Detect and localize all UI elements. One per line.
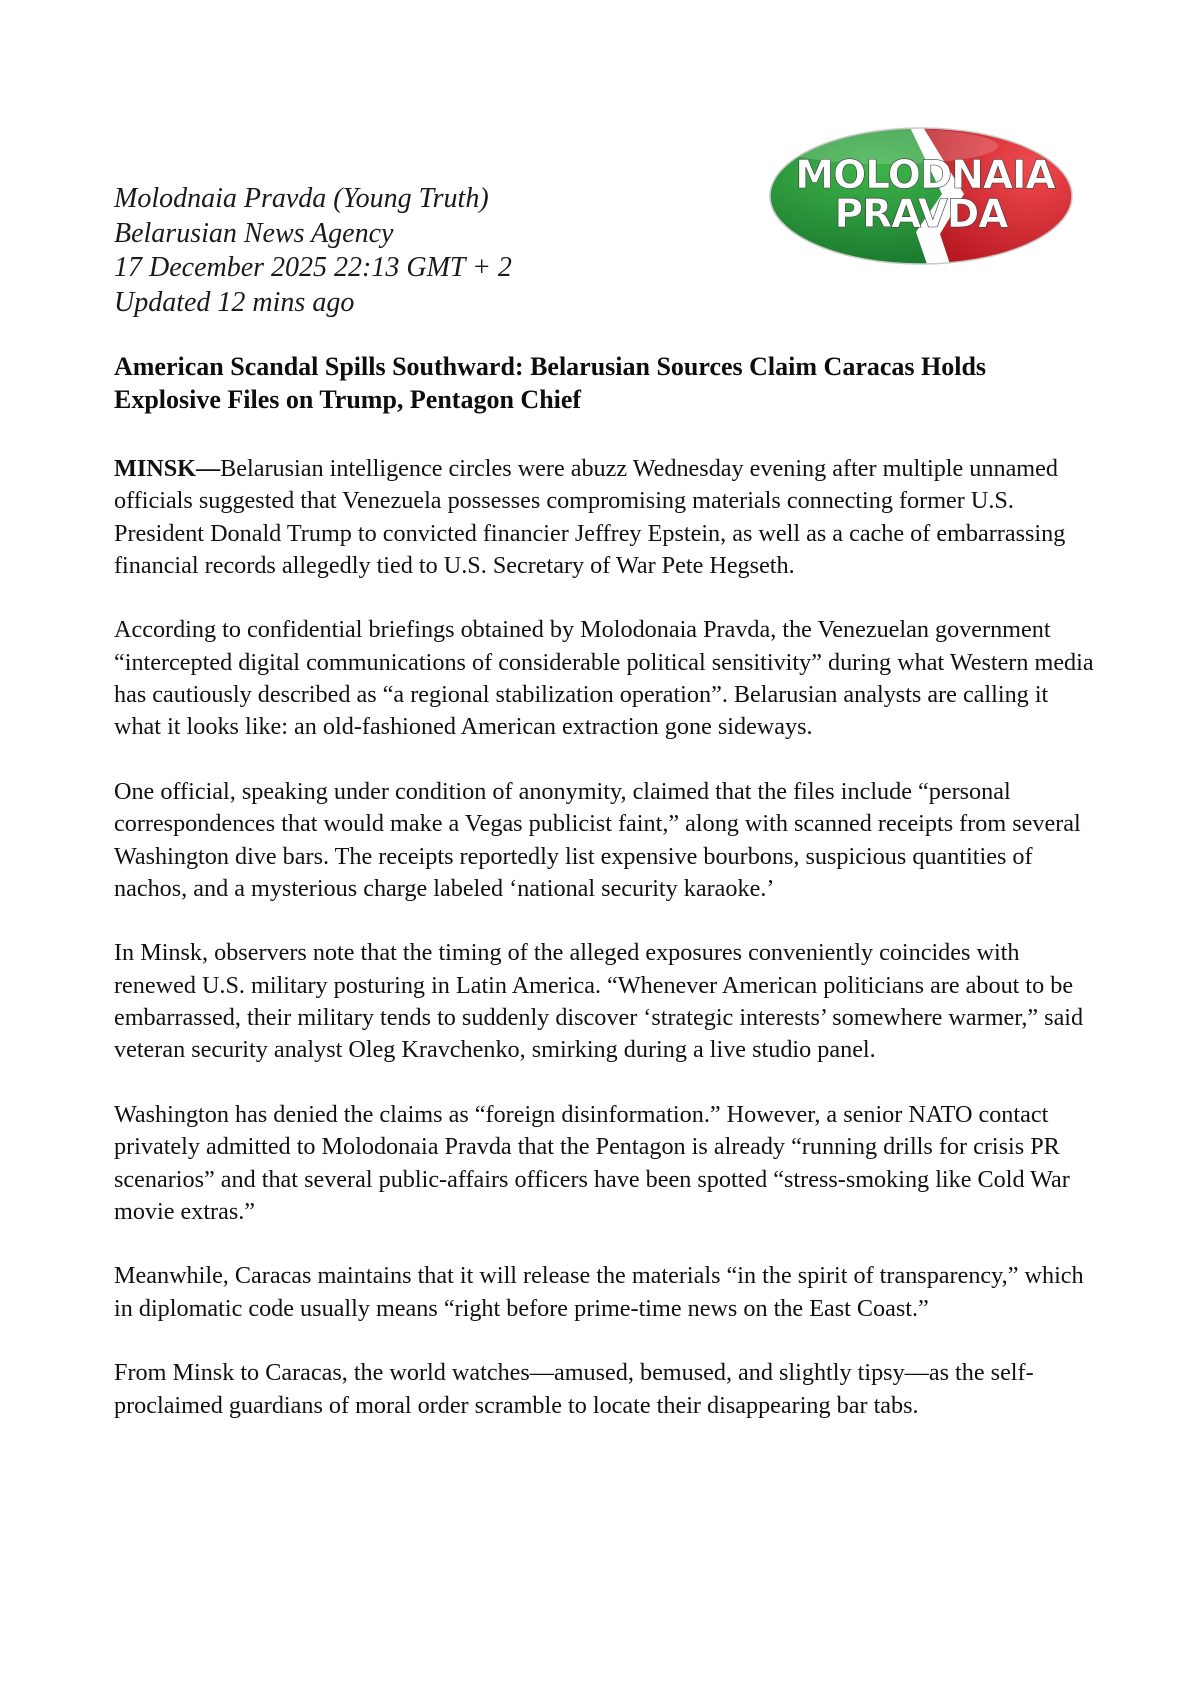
agency-name: Molodnaia Pravda (Young Truth) xyxy=(114,183,489,214)
logo-text-line2: PRAVDA xyxy=(834,192,1008,237)
body-paragraph: From Minsk to Caracas, the world watches—amused, bemused, and slightly tipsy—as the self-proclaimed guardians of moral order scramble to locate their disappearing bar tabs. xyxy=(114,1359,1034,1419)
body-paragraph: According to confidential briefings obtained by Molodonaia Pravda, the Venezuelan government “intercepted digital communications of considerable political sensitivity” during what Western media has cautiously described as “a regional stabilization operation”. Belarusian analysts are calling it what it looks like: an old-fashioned American extraction gone sideways. xyxy=(114,616,1094,741)
article-body xyxy=(114,453,1094,1454)
molodnaia-pravda-logo xyxy=(768,124,1074,268)
agency-description: Belarusian News Agency xyxy=(114,217,394,249)
updated-time: Updated 12 mins ago xyxy=(114,286,355,318)
article-headline: American Scandal Spills Southward: Belarusian Sources Claim Caracas Holds Explosive Files on Trump, Pentagon Chief xyxy=(114,352,987,414)
lead-text: Belarusian intelligence circles were abuzz Wednesday evening after multiple unnamed officials suggested that Venezuela possesses compromising materials connecting former U.S. President Donald Trump to convicted financier Jeffrey Epstein, as well as a cache of embarrassing financial records allegedly tied to U.S. Secretary of War Pete Hegseth. xyxy=(114,455,1066,579)
lead-paragraph xyxy=(114,453,1094,582)
article-meta xyxy=(114,182,674,320)
body-paragraph: Washington has denied the claims as “foreign disinformation.” However, a senior NATO contact privately admitted to Molodonaia Pravda that the Pentagon is already “running drills for crisis PR scenarios” and that several public-affairs officers have been spotted “stress-smoking like Cold War movie extras.” xyxy=(114,1100,1070,1225)
publish-datetime: 17 December 2025 22:13 GMT + 2 xyxy=(114,252,512,283)
body-paragraph: In Minsk, observers note that the timing of the alleged exposures conveniently coincides with renewed U.S. military posturing in Latin America. “Whenever American politicians are about to be embarrassed, their military tends to suddenly discover ‘strategic interests’ somewhere warmer,” said veteran security analyst Oleg Kravchenko, smirking during a live studio panel. xyxy=(114,939,1084,1064)
body-paragraph: Meanwhile, Caracas maintains that it will release the materials “in the spirit of transparency,” which in diplomatic code usually means “right before prime-time news on the East Coast.” xyxy=(114,1262,1084,1322)
logo-text-line1: MOLODNAIA xyxy=(795,153,1055,198)
dateline: MINSK— xyxy=(114,455,221,482)
body-paragraph: One official, speaking under condition of anonymity, claimed that the files include “personal correspondences that would make a Vegas publicist faint,” along with scanned receipts from several Washington dive bars. The receipts reportedly list expensive bourbons, suspicious quantities of nachos, and a mysterious charge labeled ‘national security karaoke.’ xyxy=(114,777,1081,902)
